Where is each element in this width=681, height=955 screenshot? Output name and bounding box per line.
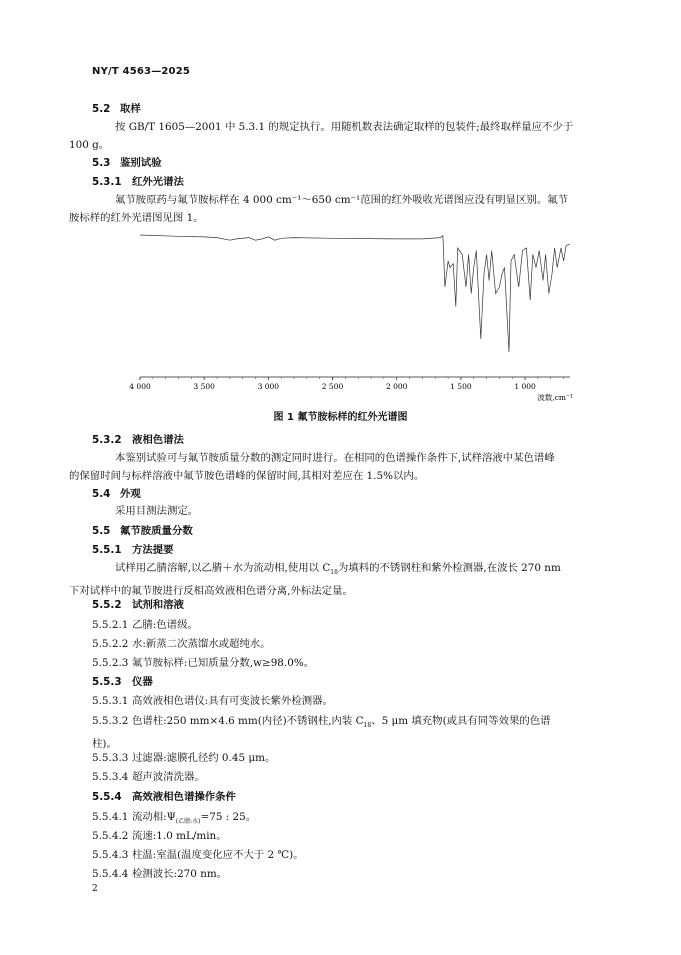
item-5-5-3-4: 5.5.3.4 超声波清洗器。: [92, 771, 205, 783]
spectrum-line: [140, 235, 570, 352]
paragraph-5-2: 按 GB/T 1605—2001 中 5.3.1 的规定执行。用随机数表法确定取样的包装件;最终取样量应不少于 100 g。: [69, 121, 574, 151]
item-5-5-2-2: 5.5.2.2 水:新蒸二次蒸馏水或超纯水。: [92, 638, 271, 650]
item-5-5-4-2: 5.5.4.2 流速:1.0 mL/min。: [92, 830, 227, 842]
ir-spectrum-figure: [129, 230, 575, 402]
x-tick-label: 2 000: [385, 382, 408, 391]
item-5-5-4-3: 5.5.4.3 柱温:室温(温度变化应不大于 2 ℃)。: [92, 849, 304, 861]
page-number: 2: [92, 884, 98, 894]
item-5-5-2-3: 5.5.2.3 氟节胺标样:已知质量分数,w≥98.0%。: [92, 657, 315, 669]
x-tick-label: 3 000: [257, 382, 280, 391]
figure-caption: 图 1 氟节胺标样的红外光谱图: [273, 412, 408, 423]
section-heading-5-4: 5.4 外观: [92, 488, 141, 500]
x-tick-label: 1 500: [450, 382, 472, 391]
paragraph-5-3-2: 本鉴别试验可与氟节胺质量分数的测定同时进行。在相同的色谱操作条件下,试样溶液中某色谱峰 的保留时间与标样溶液中氟节胺色谱峰的保留时间,其相对差应在 1.5%以内。: [69, 452, 555, 482]
section-heading-5-3-2: 5.3.2 液相色谱法: [92, 434, 184, 446]
item-5-5-4-1: 5.5.4.1 流动相$:\Psi_{(乙腈:水)}=75$ : 25。: [92, 811, 257, 826]
section-heading-5-3: 5.3 鉴别试验: [92, 157, 162, 169]
axis-unit-label: 波数,cm⁻¹: [537, 393, 573, 402]
section-heading-5-5-3: 5.5.3 仪器: [92, 676, 153, 688]
item-5-5-4-4: 5.5.4.4 检测波长:270 nm。: [92, 868, 228, 880]
document-code: NY/T 4563—2025: [92, 66, 191, 77]
section-heading-5-3-1: 5.3.1 红外光谱法: [92, 176, 184, 188]
item-5-5-2-1: 5.5.2.1 乙腈:色谱级。: [92, 619, 198, 631]
x-tick-label: 2 500: [321, 382, 344, 391]
section-heading-5-5-2: 5.5.2 试剂和溶液: [92, 599, 184, 611]
ir-spectrum-chart: [129, 230, 575, 402]
section-heading-5-5-1: 5.5.1 方法提要: [92, 544, 174, 556]
item-5-5-3-3: 5.5.3.3 过滤器:滤膜孔径约 0.45 μm。: [92, 752, 276, 764]
paragraph-5-4: 采用目测法测定。: [115, 505, 199, 517]
item-5-5-3-2: 5.5.3.2 色谱柱:250 mm×4.6 mm(内径)不锈钢柱,内装 $C_{18}$、5 μm 填充物(或具有同等效果的色谱 柱)。: [92, 715, 551, 751]
item-5-5-3-1: 5.5.3.1 高效液相色谱仪:具有可变波长紫外检测器。: [92, 695, 333, 707]
section-heading-5-5: 5.5 氟节胺质量分数: [92, 525, 193, 537]
x-tick-label: 1 000: [514, 382, 536, 391]
paragraph-5-3-1: 氟节胺原药与氟节胺标样在 4 000 cm⁻¹～650 cm⁻¹范围的红外吸收光谱图应没有明显区别。氟节 胺标样的红外光谱图见图 1。: [69, 194, 569, 224]
section-heading-5-2: 5.2 取样: [92, 103, 141, 115]
section-heading-5-5-4: 5.5.4 高效液相色谱操作条件: [92, 791, 236, 803]
x-tick-label: 3 500: [193, 382, 215, 391]
paragraph-5-5-1: 试样用乙腈溶解,以乙腈＋水为流动相,使用以 $C_{18}$为填料的不锈钢柱和紫外检测器,在波长 270 nm 下对试样中的氟节胺进行反相高效液相色谱分离,外标法定量。: [69, 562, 561, 598]
x-tick-label: 4 000: [129, 382, 151, 391]
